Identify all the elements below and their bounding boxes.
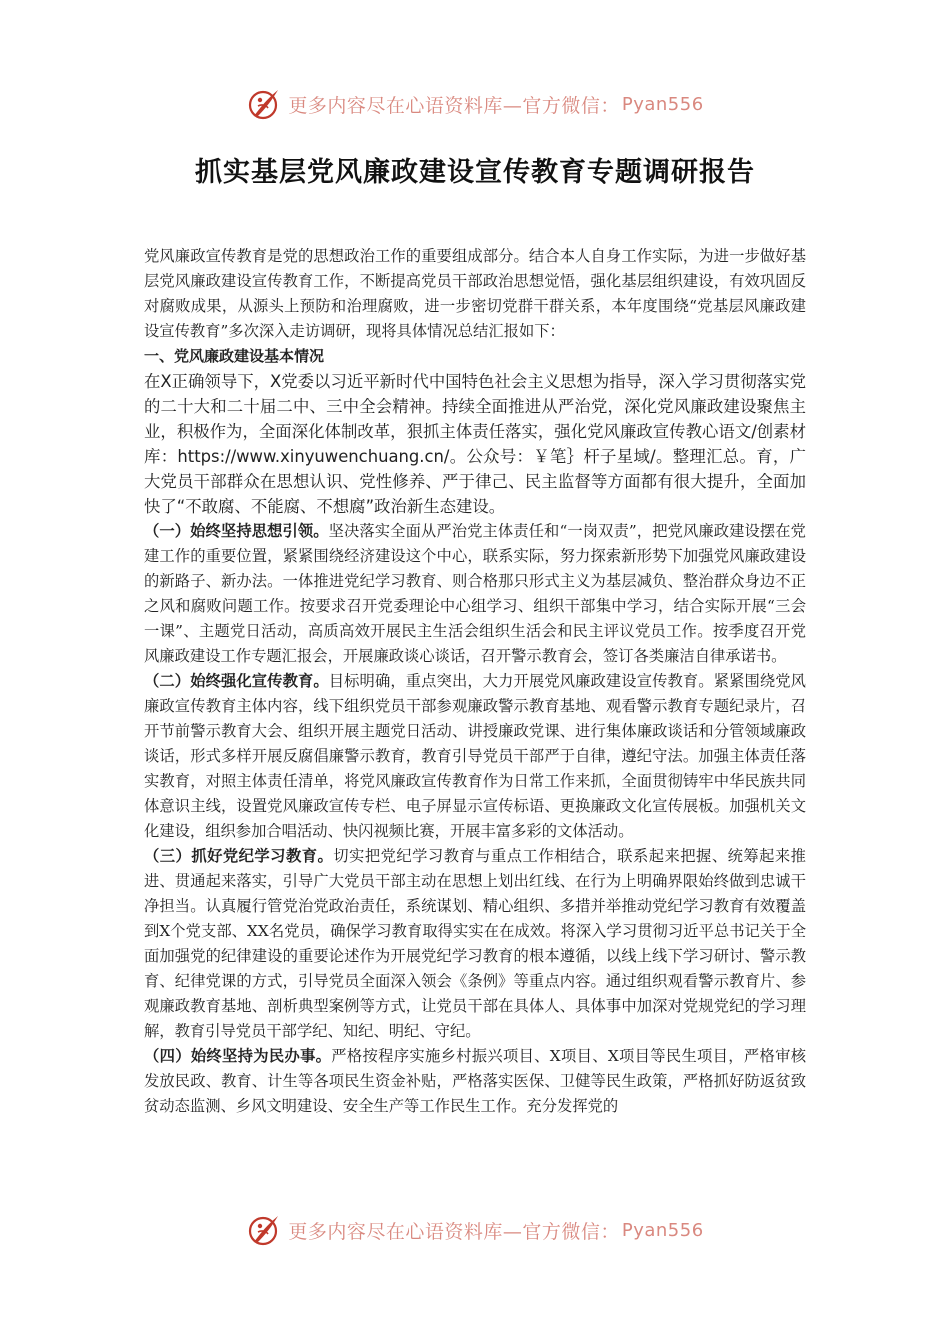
watermark-id: Pyan556 (621, 93, 704, 115)
item-text: 切实把党纪学习教育与重点工作相结合，联系起来把握、统筹起来推进、贯通起来落实，引导广大党员干部主动在思想上划出红线、在行为上明确界限始终做到忠诚干净担当。认真履行管党治党政治责任，系统谋划、精心组织、多措并举推动党纪学习教育有效覆盖到X个党支部、XX名党员，确保学习教育取得实实在在成效。将深入学习贯彻习近平总书记关于全面加强党的纪律建设的重要论述作为开展党纪学习教育的根本遵循，以线上线下学习研讨、警示教育、纪律党课的方式，引导党员全面深入领会《条例》等重点内容。通过组织观看警示教育片、参观廉政教育基地、剖析典型案例等方式，让党员干部在具体人、具体事中加深对党规党纪的学习理解，教育引导党员干部学纪、知纪、明纪、守纪。 (144, 847, 806, 1040)
watermark-text: 更多内容尽在心语资料库—官方微信： (288, 1220, 620, 1243)
section-paragraph: 在X正确领导下，X党委以习近平新时代中国特色社会主义思想为指导，深入学习贯彻落实党的二十大和二十届二中、三中全会精神。持续全面推进从严治党，深化党风廉政建设聚焦主业，积极作为，全面深化体制改革，狠抓主体责任落实，强化党风廉政宣传教心语文/创素材库：https://www.xinyuwenchuang.cn/。公众号：￥笔｝杆子星域/。整理汇总。育，广大党员干部群众在思想认识、党性修养、严于律己、民主监督等方面都有很大提升，全面加快了“不敢腐、不能腐、不想腐”政治新生态建设。 (144, 372, 806, 516)
quill-logo-icon (246, 1212, 282, 1248)
watermark-id: Pyan556 (621, 1219, 704, 1241)
item-paragraph-3 (144, 844, 806, 1044)
item-paragraph-2 (144, 669, 806, 844)
header-watermark (0, 84, 950, 124)
item-lead: （四）始终坚持为民办事。 (144, 1047, 332, 1065)
document-title: 抓实基层党风廉政建设宣传教育专题调研报告 (195, 157, 755, 188)
section-heading: 一、党风廉政建设基本情况 (144, 347, 325, 365)
item-text: 目标明确，重点突出，大力开展党风廉政建设宣传教育。紧紧围绕党风廉政宣传教育主体内容，线下组织党员干部参观廉政警示教育基地、观看警示教育专题纪录片，召开节前警示教育大会、组织开展主题党日活动、讲授廉政党课、进行集体廉政谈话和分管领域廉政谈话，形式多样开展反腐倡廉警示教育，教育引导党员干部严于自律，遵纪守法。加强主体责任落实教育，对照主体责任清单，将党风廉政宣传教育作为日常工作来抓，全面贯彻铸牢中华民族共同体意识主线，设置党风廉政宣传专栏、电子屏显示宣传标语、更换廉政文化宣传展板。加强机关文化建设，组织参加合唱活动、快闪视频比赛，开展丰富多彩的文体活动。 (144, 672, 806, 840)
item-lead: （一）始终坚持思想引领。 (144, 522, 329, 540)
item-paragraph-4 (144, 1044, 806, 1119)
document-body (144, 244, 806, 1119)
item-text: 坚决落实全面从严治党主体责任和“一岗双责”，把党风廉政建设摆在党建工作的重要位置，紧紧围绕经济建设这个中心，联系实际，努力探索新形势下加强党风廉政建设的新路子、新办法。一体推进党纪学习教育、则合格那只形式主义为基层减负、整治群众身边不正之风和腐败问题工作。按要求召开党委理论中心组学习、组织干部集中学习，结合实际开展“三会一课”、主题党日活动，高质高效开展民主生活会组织生活会和民主评议党员工作。按季度召开党风廉政建设工作专题汇报会，开展廉政谈心谈话，召开警示教育会，签订各类廉洁自律承诺书。 (144, 522, 806, 665)
watermark-text: 更多内容尽在心语资料库—官方微信： (288, 94, 620, 117)
intro-paragraph: 党风廉政宣传教育是党的思想政治工作的重要组成部分。结合本人自身工作实际，为进一步做好基层党风廉政建设宣传教育工作，不断提高党员干部政治思想觉悟，强化基层组织建设，有效巩固反对腐败成果，从源头上预防和治理腐败，进一步密切党群干群关系，本年度围绕“党基层风廉政建设宣传教育”多次深入走访调研，现将具体情况总结汇报如下： (144, 247, 806, 340)
quill-logo-icon (246, 86, 282, 122)
item-text: 严格按程序实施乡村振兴项目、X项目、X项目等民生项目，严格审核发放民政、教育、计生等各项民生资金补贴，严格落实医保、卫健等民生政策，严格抓好防返贫致贫动态监测、乡风文明建设、安全生产等工作民生工作。充分发挥党的 (144, 1047, 806, 1115)
footer-watermark (0, 1210, 950, 1250)
item-lead: （二）始终强化宣传教育。 (144, 672, 329, 690)
item-lead: （三）抓好党纪学习教育。 (144, 847, 334, 865)
item-paragraph-1 (144, 519, 806, 669)
